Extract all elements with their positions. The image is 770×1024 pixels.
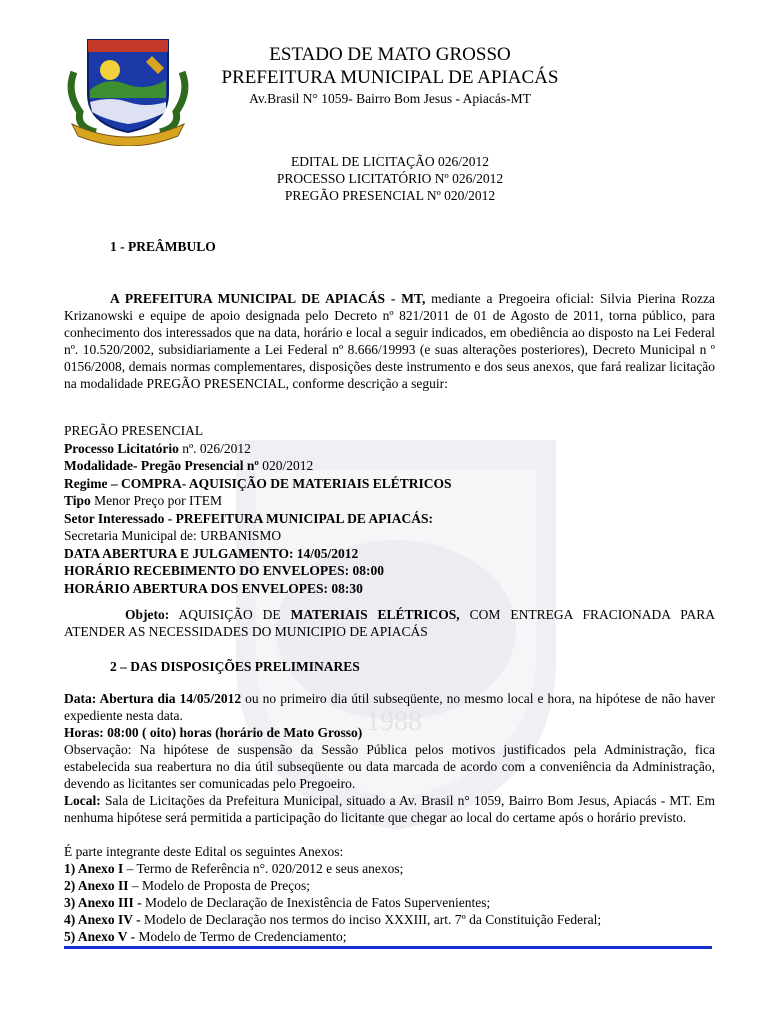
svg-text:1988: 1988 [366,706,422,737]
modalidade-value: 020/2012 [258,458,314,473]
anexo-text: Modelo de Declaração de Inexistência de Fatos Supervenientes; [141,895,491,910]
anexo-text: – Modelo de Proposta de Preços; [128,878,310,893]
prefeitura-title: PREFEITURA MUNICIPAL DE APIACÁS [221,67,559,88]
regime-line: Regime – COMPRA- AQUISIÇÃO DE MATERIAIS ELÉTRICOS [64,476,452,491]
local-text: Sala de Licitações da Prefeitura Municipal, situado a Av. Brasil n° 1059, Bairro Bom Jesus, Apiacás - MT. Em nenhuma hipótese será permitida a participação do licitante que chegar ao local do certame após o horário previsto. [64,793,715,825]
tipo-label: Tipo [64,493,91,508]
address-line: Av.Brasil N° 1059- Bairro Bom Jesus - Apiacás-MT [249,91,531,106]
data-text: ou no primeiro dia útil subseqüente, no mesmo local e hora, na hipótese de não haver expediente nesta data. [64,691,715,723]
anexo-text: Modelo de Declaração nos termos do inciso XXXIII, art. 7º da Constituição Federal; [140,912,602,927]
pregao-title: PREGÃO PRESENCIAL Nº 020/2012 [284,188,496,203]
anexo-label: 1) Anexo I [64,861,124,876]
anexo-item [64,911,724,929]
anexo-label: 5) Anexo V - [64,929,136,944]
processo-line [64,440,724,458]
setor-line: Setor Interessado - PREFEITURA MUNICIPAL DE APIACÁS: [64,511,434,526]
section-2-heading: 2 – DAS DISPOSIÇÕES PRELIMINARES [110,659,360,674]
anexo-text: Modelo de Termo de Credenciamento; [135,929,347,944]
anexo-item [64,928,724,946]
footer-rule [64,946,712,949]
preamble-bold: A PREFEITURA MUNICIPAL DE APIACÁS - MT, [110,291,426,306]
secretaria-line: Secretaria Municipal de: URBANISMO [64,528,282,543]
anexo-label: 4) Anexo IV - [64,912,141,927]
objeto-text-2: COM ENTREGA FRACIONADA PARA ATENDER AS NECESSIDADES DO MUNICIPIO DE APIACÁS [64,607,715,639]
processo-label: Processo Licitatório [64,441,179,456]
modalidade-label: Modalidade- Pregão Presencial nº [64,458,259,473]
anexo-label: 2) Anexo II [64,878,129,893]
preamble-paragraph [64,290,715,392]
pregao-presencial-label: PREGÃO PRESENCIAL [64,423,204,438]
processo-title: PROCESSO LICITATÓRIO Nº 026/2012 [276,171,504,186]
objeto-bold: MATERIAIS ELÉTRICOS, [290,607,460,622]
horario-abertura-line: HORÁRIO ABERTURA DOS ENVELOPES: 08:30 [64,581,363,596]
anexo-item [64,894,724,912]
tipo-line [64,492,724,510]
objeto-paragraph [64,606,715,640]
local-label: Local: [64,793,101,808]
data-abertura-line: DATA ABERTURA E JULGAMENTO: 14/05/2012 [64,546,359,561]
modalidade-line [64,457,724,475]
local-paragraph [64,792,715,826]
processo-value: nº. 026/2012 [178,441,251,456]
anexo-item [64,860,724,878]
anexos-intro: É parte integrante deste Edital os seguintes Anexos: [64,844,344,859]
objeto-text-1: AQUISIÇÃO DE [169,607,291,622]
anexo-text: – Termo de Referência n°. 020/2012 e seus anexos; [123,861,404,876]
horario-recebimento-line: HORÁRIO RECEBIMENTO DO ENVELOPES: 08:00 [64,563,385,578]
state-title: ESTADO DE MATO GROSSO [269,44,511,65]
edital-title: EDITAL DE LICITAÇÃO 026/2012 [291,154,489,169]
tipo-value: Menor Preço por ITEM [90,493,222,508]
horas-line: Horas: 08:00 ( oito) horas (horário de Mato Grosso) [64,725,363,740]
anexo-label: 3) Anexo III - [64,895,142,910]
data-paragraph [64,690,715,724]
data-bold: Data: Abertura dia 14/05/2012 [64,691,242,706]
anexo-item [64,877,724,895]
section-1-heading: 1 - PREÂMBULO [110,239,216,254]
objeto-label: Objeto: [125,607,170,622]
observacao-paragraph: Observação: Na hipótese de suspensão da Sessão Pública pelos motivos justificados pela Administração, fica estabelecida sua reabertura no dia útil subseqüente ou data marcada de acordo com a conveniência da Administração, devendo as licitantes ser comunicadas pelo Pregoeiro. [64,742,715,791]
preamble-text: mediante a Pregoeira oficial: Silvia Pierina Rozza Krizanowski e equipe de apoio designada pelo Decreto nº 821/2011 de 01 de Agosto de 2011, torna público, para conhecimento dos interessados que na data, horário e local a seguir indicados, em obediência ao disposto na Lei Federal nº. 10.520/2002, subsidiariamente a Lei Federal nº 8.666/19993 (e suas alterações posteriores), Decreto Municipal n º 0156/2008, demais normas complementares, disposições deste instrumento e dos seus anexos, que fará realizar licitação na modalidade PREGÃO PRESENCIAL, conforme descrição a seguir: [64,291,715,391]
